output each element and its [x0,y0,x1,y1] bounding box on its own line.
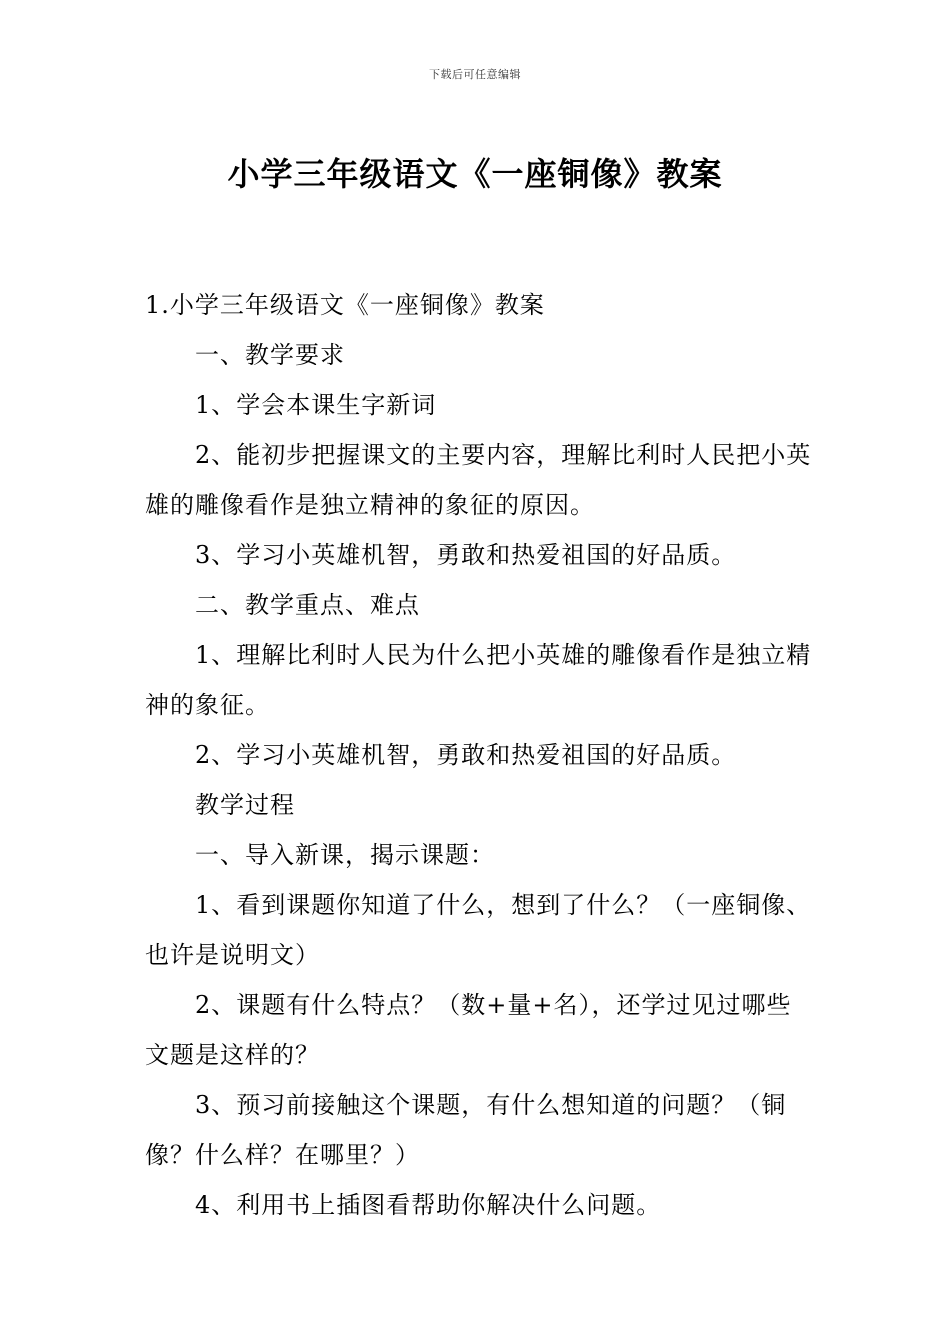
requirement-item-2: 2、能初步把握课文的主要内容，理解比利时人民把小英雄的雕像看作是独立精神的象征的原因。 [145,441,812,519]
document-title: 小学三年级语文《一座铜像》教案 [227,155,723,194]
heading-key-points: 二、教学重点、难点 [195,591,420,619]
key-point-item-2: 2、学习小英雄机智，勇敢和热爱祖国的好品质。 [195,741,737,769]
heading-introduction: 一、导入新课，揭示课题： [195,841,495,869]
heading-teaching-process: 教学过程 [195,791,295,819]
key-point-item-1: 1、理解比利时人民为什么把小英雄的雕像看作是独立精神的象征。 [145,641,812,719]
process-item-4: 4、利用书上插图看帮助你解决什么问题。 [195,1191,662,1219]
process-item-2: 2、课题有什么特点？（数+量+名），还学过见过哪些文题是这样的？ [145,991,792,1069]
requirement-item-1: 1、学会本课生字新词 [195,391,437,419]
heading-teaching-requirements: 一、教学要求 [195,341,345,369]
requirement-item-3: 3、学习小英雄机智，勇敢和热爱祖国的好品质。 [195,541,737,569]
process-item-1: 1、看到课题你知道了什么，想到了什么？（一座铜像、也许是说明文） [145,891,812,969]
header-note: 下载后可任意编辑 [429,68,521,81]
document-body [145,280,815,1230]
heading-lesson-plan: 1.小学三年级语文《一座铜像》教案 [145,291,545,319]
process-item-3: 3、预习前接触这个课题，有什么想知道的问题？（铜像？什么样？在哪里？） [145,1091,787,1169]
